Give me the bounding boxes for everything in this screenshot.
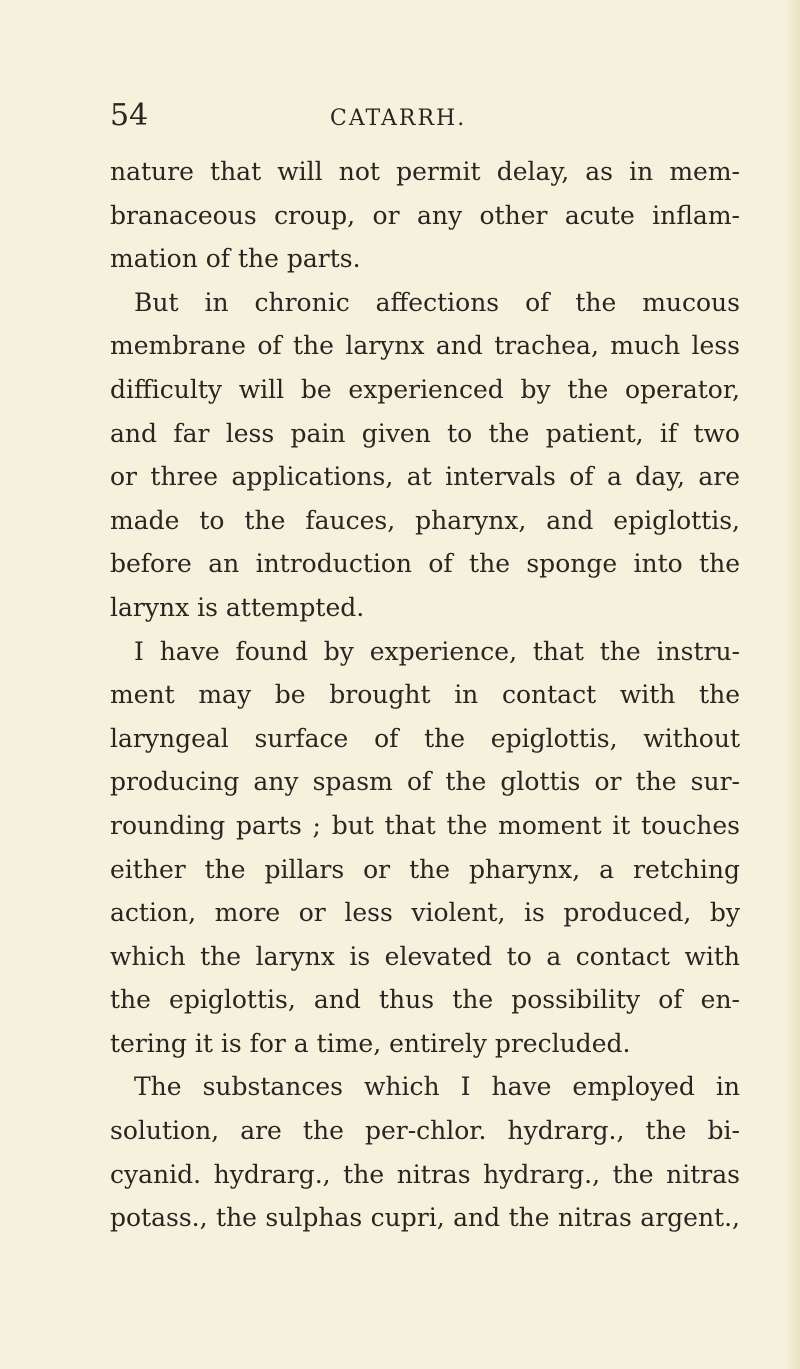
text-line: larynx is attempted. [110,592,365,622]
running-title: CATARRH. [330,106,467,131]
text-line: mation of the parts. [110,244,361,274]
text-line: But in chronic affections of the mucous [134,287,740,317]
text-line: which the larynx is elevated to a contact with [110,941,740,971]
text-line: solution, are the per-chlor. hydrarg., the bi- [110,1116,740,1146]
text-line: producing any spasm of the glottis or the sur- [110,767,740,797]
text-line: rounding parts ; but that the moment it touches [110,810,740,840]
text-line: difficulty will be experienced by the operator, [110,374,740,404]
running-head [0,96,800,136]
page-edge-shadow [786,0,800,1369]
body-text [110,150,740,1240]
text-line: cyanid. hydrarg., the nitras hydrarg., the nitras [110,1159,740,1189]
text-line: either the pillars or the pharynx, a retching [110,854,740,884]
text-line: ment may be brought in contact with the [110,680,740,710]
text-line: The substances which I have employed in [134,1072,740,1102]
text-line: tering it is for a time, entirely precluded. [110,1028,631,1058]
text-line: action, more or less violent, is produced, by [110,898,740,928]
text-line: before an introduction of the sponge into the [110,549,740,579]
text-line: laryngeal surface of the epiglottis, without [110,723,740,753]
text-line: branaceous croup, or any other acute inflam- [110,200,740,230]
text-line: the epiglottis, and thus the possibility of en- [110,985,740,1015]
text-line: membrane of the larynx and trachea, much less [110,331,740,361]
text-line: or three applications, at intervals of a day, are [110,462,740,492]
text-line: potass., the sulphas cupri, and the nitras argent., [110,1203,740,1233]
text-line: made to the fauces, pharynx, and epiglottis, [110,505,740,535]
text-line: nature that will not permit delay, as in mem- [110,157,740,186]
text-line: I have found by experience, that the instru- [134,636,740,666]
page-number: 54 [110,98,149,133]
text-line: and far less pain given to the patient, if two [110,418,740,448]
